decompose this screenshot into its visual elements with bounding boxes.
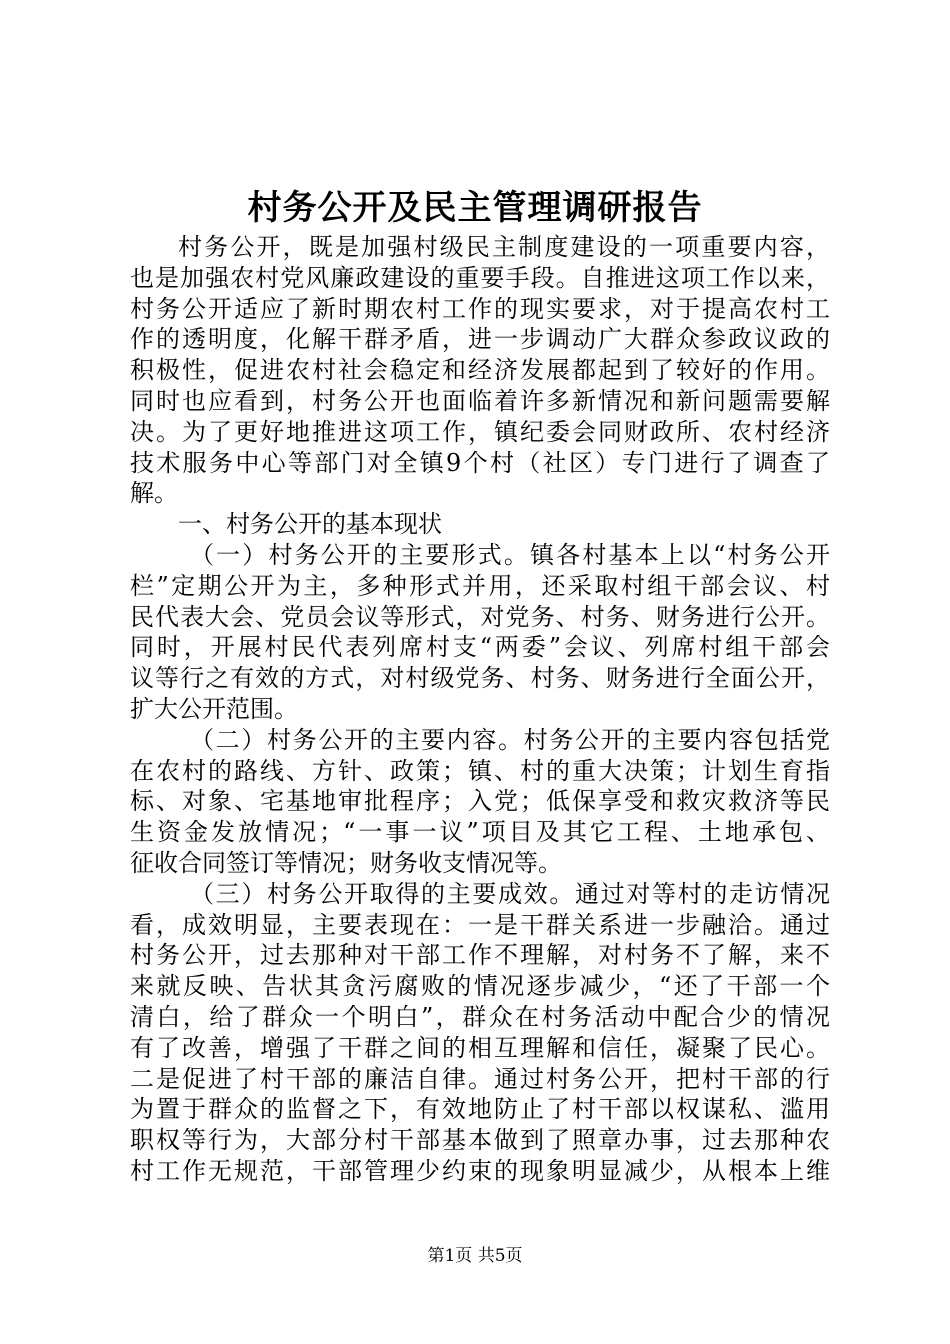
paragraph-line: 有了改善，增强了干群之间的相互理解和信任，凝聚了民心。 bbox=[130, 1033, 830, 1062]
paragraph-line: 标、对象、宅基地审批程序；入党；低保享受和救灾救济等民 bbox=[130, 787, 830, 816]
paragraph-line: 村务公开适应了新时期农村工作的现实要求，对于提高农村工 bbox=[130, 294, 830, 323]
paragraph-line: （二）村务公开的主要内容。村务公开的主要内容包括党 bbox=[190, 725, 830, 754]
paragraph-line: 同时，开展村民代表列席村支“两委”会议、列席村组干部会 bbox=[130, 633, 830, 662]
paragraph-line: 同时也应看到，村务公开也面临着许多新情况和新问题需要解 bbox=[130, 386, 830, 415]
paragraph-line: 村务公开，既是加强村级民主制度建设的一项重要内容， bbox=[178, 233, 830, 261]
paragraph-line: 来就反映、告状其贪污腐败的情况逐步减少，“还了干部一个 bbox=[130, 972, 830, 1001]
paragraph-line: 二是促进了村干部的廉洁自律。通过村务公开，把村干部的行 bbox=[130, 1064, 830, 1093]
paragraph-line: 议等行之有效的方式，对村级党务、村务、财务进行全面公开， bbox=[130, 664, 830, 693]
paragraph-line: 村务公开，过去那种对干部工作不理解，对村务不了解，来不 bbox=[130, 941, 830, 970]
paragraph-line: 在农村的路线、方针、政策；镇、村的重大决策；计划生育指 bbox=[130, 756, 830, 785]
paragraph-line: 职权等行为，大部分村干部基本做到了照章办事，过去那种农 bbox=[130, 1126, 830, 1155]
paragraph-line: 决。为了更好地推进这项工作，镇纪委会同财政所、农村经济 bbox=[130, 417, 830, 446]
page-footer: 第1页 共5页 bbox=[427, 1246, 523, 1266]
paragraph-line: 村工作无规范，干部管理少约束的现象明显减少，从根本上维 bbox=[130, 1156, 830, 1185]
paragraph-line: 积极性，促进农村社会稳定和经济发展都起到了较好的作用。 bbox=[130, 356, 830, 385]
paragraph-line: 也是加强农村党风廉政建设的重要手段。自推进这项工作以来， bbox=[130, 263, 830, 292]
paragraph-line: 征收合同签订等情况；财务收支情况等。 bbox=[130, 848, 562, 877]
paragraph-line: 解。 bbox=[130, 479, 178, 508]
section-heading: 一、村务公开的基本现状 bbox=[178, 510, 442, 539]
paragraph-line: 清白，给了群众一个明白”，群众在村务活动中配合少的情况 bbox=[130, 1002, 830, 1031]
paragraph-line: 为置于群众的监督之下，有效地防止了村干部以权谋私、滥用 bbox=[130, 1095, 830, 1124]
paragraph-line: （一）村务公开的主要形式。镇各村基本上以“村务公开 bbox=[190, 540, 830, 569]
paragraph-line: 生资金发放情况；“一事一议”项目及其它工程、土地承包、 bbox=[130, 818, 830, 847]
paragraph-line: 民代表大会、党员会议等形式，对党务、村务、财务进行公开。 bbox=[130, 602, 830, 631]
document-body bbox=[130, 232, 830, 1187]
paragraph-line: 扩大公开范围。 bbox=[130, 694, 298, 723]
paragraph-line: 看，成效明显，主要表现在：一是干群关系进一步融洽。通过 bbox=[130, 910, 830, 939]
paragraph-line: 栏”定期公开为主，多种形式并用，还采取村组干部会议、村 bbox=[130, 571, 830, 600]
paragraph-line: （三）村务公开取得的主要成效。通过对等村的走访情况 bbox=[190, 879, 830, 908]
paragraph-line: 作的透明度，化解干群矛盾，进一步调动广大群众参政议政的 bbox=[130, 325, 830, 354]
paragraph-line: 技术服务中心等部门对全镇9个村（社区）专门进行了调查了 bbox=[130, 448, 830, 477]
document-title: 村务公开及民主管理调研报告 bbox=[247, 188, 703, 228]
